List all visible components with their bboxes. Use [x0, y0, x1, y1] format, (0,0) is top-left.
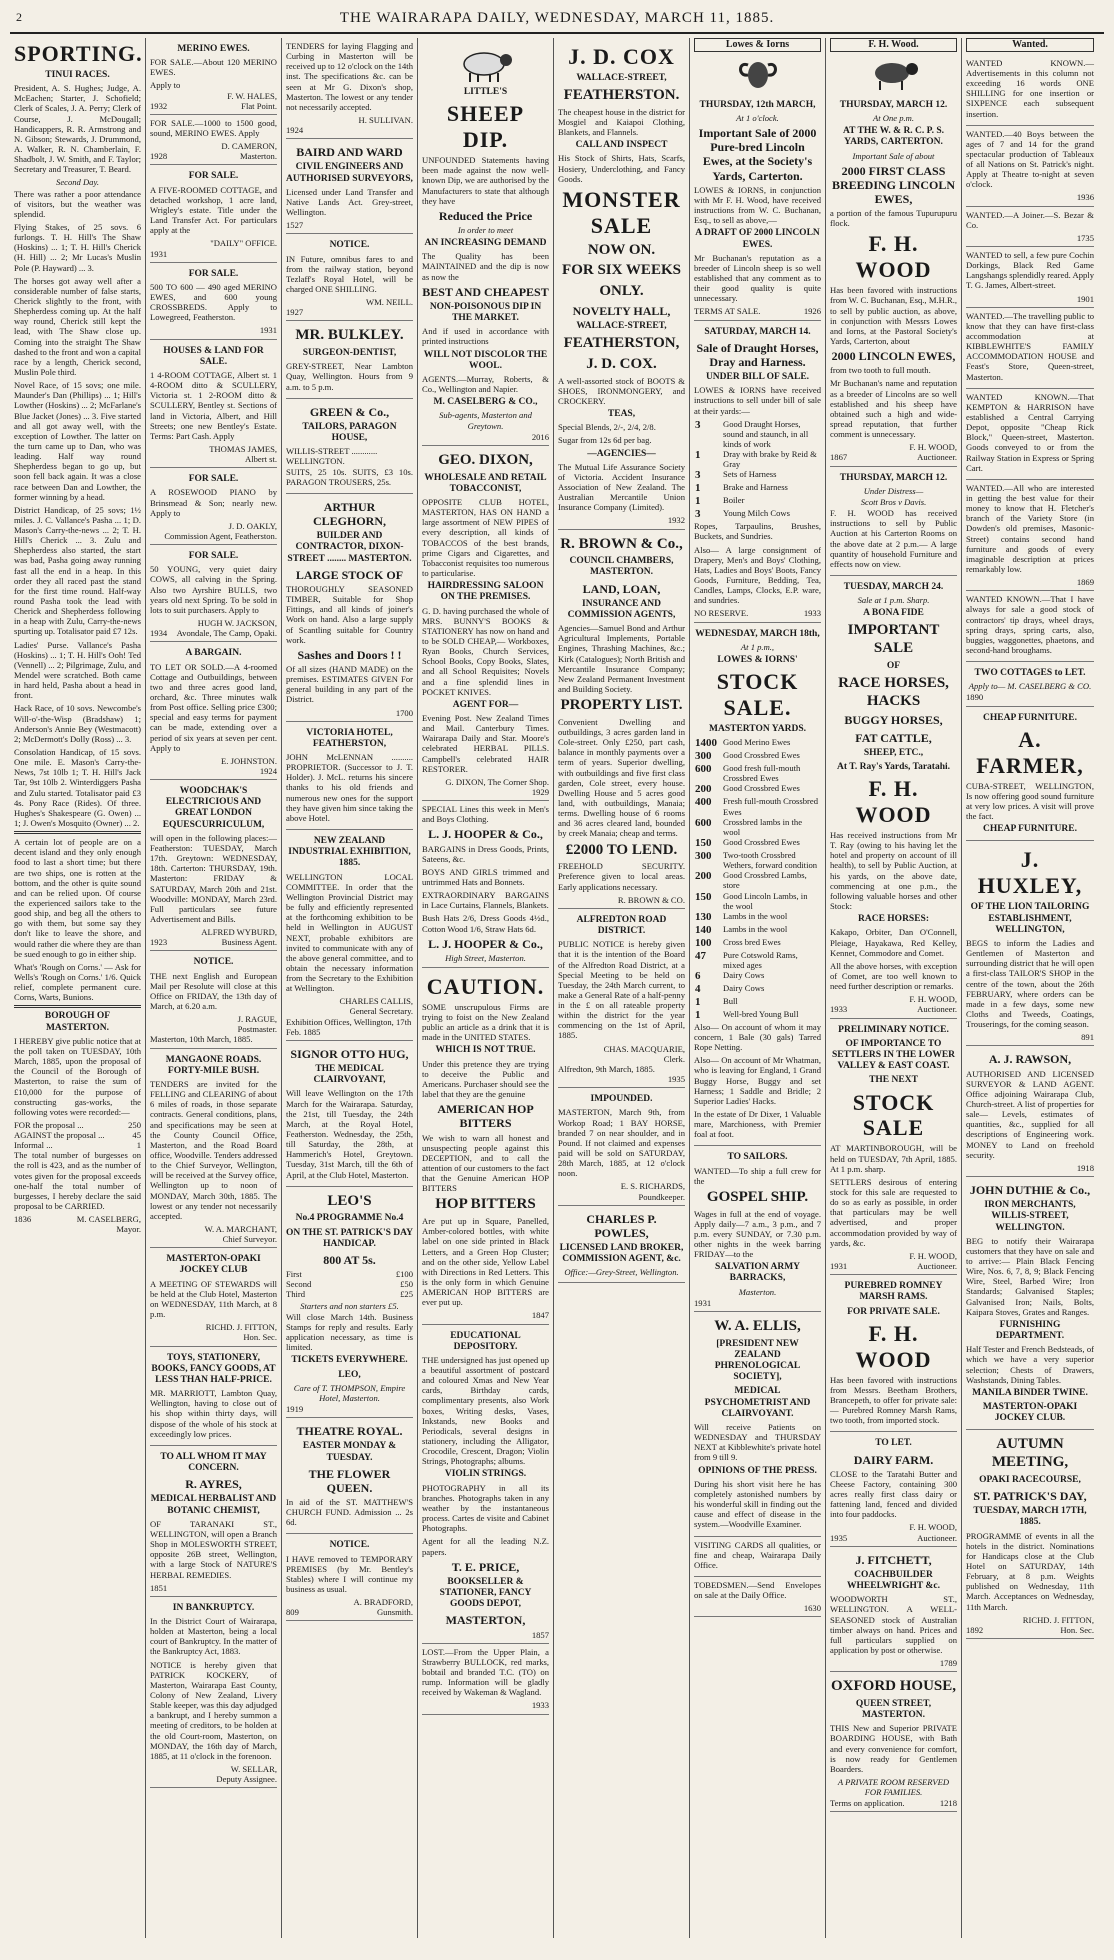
ad-green-tailors: GREEN & Co., TAILORS, PARAGON HOUSE, WILLIS-STREET ............ WELLINGTON. SUITS, 25 10s. SUITS, £3 10s. PARAGON TROUSERS, 25s. [286, 399, 413, 494]
ad-educational-depository: EDUCATIONAL DEPOSITORY. THE undersigned has just opened up a beautiful assortment of postcard and coloured Xmas and New Year cards, Birthday cards, complimentary presents, also Work boxes, Writing desks, Vases, Inkstands, new Books and Periodicals, several designs in stationery, including the Alligator, Crocodile, Crescent, Dragon; Violin Strings, Photographs; albums. VIOLIN STRINGS. PHOTOGRAPHY in all its branches. Photographs taken in any weather by the instantaneous process. Cartes de visite and Cabinet Photographs. Agent for all the leading N.Z. papers. T. E. PRICE, BOOKSELLER & STATIONER, FANCY GOODS DEPOT, MASTERTON, 1857 [422, 1325, 549, 1644]
sale-lot-row [694, 970, 821, 983]
ad-victoria-hotel: VICTORIA HOTEL, FEATHERSTON, JOHN McLENNAN .......... PROPRIETOR. (Successor to J. T. Holder). J. McL. returns his sincere thanks to his old friends and numerous new ones for the support they have given him since taking the above Hotel. [286, 722, 413, 830]
column-7 [826, 38, 962, 1938]
lot-count: 100 [695, 936, 712, 949]
ad-wanted: WANTED to sell, a few pure Cochin Dorkings, Black Red Game Langshangs splendidly reared. Apply T. G. James, Albert-street. 1901 [966, 247, 1094, 308]
lot-count: 600 [695, 816, 712, 829]
race-paragraph: Novel Race, of 15 sovs; one mile. Maunder's Dan (Phillips) ... 1; Hill's Lowther (Hoskins) ... 2; McFarlane's Blue Jacket (Jones) ... 3. Five started and all got away well, with the exception of Lowther. The latter on the turn came up to Dan, who was leading. Half way round Shepherdess began to go up, but soon fell back again. It was a close race between Dan and Lowther, the former winning by a head. [14, 380, 141, 502]
ad-otto-hug: SIGNOR OTTO HUG, THE MEDICAL CLAIRVOYANT, Will leave Wellington on the 17th March for the Wairarapa. Saturday, the 21st, till Tuesday, the 24th March, at the Royal Hotel, Featherston. Wednesday, the 25th, till Saturday, the 28th, at Hammerich's Hotel, Greytown. Tuesday, 31st March, till the 6th of April, at the Club Hotel, Masterton. [286, 1041, 413, 1187]
lot-count: 150 [695, 890, 712, 903]
ad-merino-ewes: MERINO EWES. FOR SALE.—About 120 MERINO EWES. Apply to F. W. HALES, 1932 Flat Point. [150, 38, 277, 115]
column-1 [10, 38, 146, 1938]
lot-description: Lambs in the wool [723, 923, 788, 934]
lot-description: Sets of Harness [723, 469, 777, 480]
masthead-title: THE WAIRARAPA DAILY, WEDNESDAY, MARCH 11, 1885. [339, 10, 775, 26]
masthead [10, 8, 1104, 34]
race-paragraph: District Handicap, of 25 sovs; 1½ miles. J. C. Vallance's Pasha ... 1; D. Mason's Carry-the-news ... 2; T. H. Hill's Cherick ... 3. Zulu and Shepherdess also started, the start was bad, Pasha going away running fast all the end in a heap. In this order they all raced past the stand for the first time round. Half-way round Pasha took the lead with Cherick and Shepherdess following in a heap with Zulu, Carry-the-news spurting up. Totalisator paid £7 12s. [14, 504, 141, 637]
lot-count: 200 [695, 870, 712, 883]
sale-lot-row [694, 817, 821, 837]
lot-description: Good Crossbred Ewes [723, 783, 800, 794]
ad-cottage-for-sale: FOR SALE. A FIVE-ROOMED COTTAGE, and detached workshop, 1 acre land, Wrigley's estate. Title under the Land Transfer Act. For particulars apply at the "DAILY" OFFICE. 1931 [150, 165, 277, 262]
lot-count: 130 [695, 910, 712, 923]
sale-lot-row [694, 419, 821, 449]
lot-count: 600 [695, 763, 712, 776]
fh-wood-banner: F. H. Wood. [830, 38, 957, 52]
ad-omnibus-notice: NOTICE. IN Future, omnibus fares to and from the railway station, beyond Tezlaff's Royal Hotel, will be charged ONE SHILLING. WM. NEILL. 1927 [286, 234, 413, 321]
lot-description: Good Crossbred Ewes [723, 836, 800, 847]
lot-description: Boiler [723, 495, 745, 506]
race-officials: President, A. S. Hughes; Judge, A. McEachen; Starter, J. Schofield; Clerk of Scales, J. A. Perry; Clerk of Course, J. McDougall; Handicappers, R. R. Armstrong and N. Gibson; Stewards, J. Drummond, A. Walker, R. N. Chamberlain, F. Shadbolt, J. W. Smith, and F. Taylor; Secretary and Treasurer, T. Beard. [14, 83, 141, 175]
ad-autumn-meeting: AUTUMN MEETING, OPAKI RACECOURSE, ST. PATRICK'S DAY, TUESDAY, MARCH 17TH, 1885. PROGRAMME of events in all the hotels in the district. Nominations for Handicaps close at the Club Hotel on SATURDAY, 14th February, at 8 p.m. Weights published on Wednesday, 11th March. Acceptances on Wednesday, 11th March. RICHD. J. FITTON, 1892 Hon. Sec. [966, 1430, 1094, 1639]
ram-head-icon [736, 55, 780, 91]
ad-mangaone-roads: MANGAONE ROADS. FORTY-MILE BUSH. TENDERS are invited for the FELLING and CLEARING of about 6 miles of roads, in those separate contracts. General conditions, plans, and specifications may be seen at the County Council Office, Masterton, and the Road Board office, Woodville. Tenders addressed to the Chief Surveyor, Wellington, will be received at the Survey office, Wellington up to noon of MONDAY, March 30th, 1885. The lowest or any tender not necessarily accepted. W. A. MARCHANT, Chief Surveyor. [150, 1049, 277, 1249]
lot-count: 3 [695, 418, 701, 431]
race-paragraph: Hack Race, of 10 sovs. Newcombe's Will-o'-the-Wisp (Bradshaw) 1; Anderson's Annie Bey (Westmacott) 2; McDermott's Dolly (Ross) ... 3. [14, 703, 141, 744]
race-paragraph: The horses got away well after a considerable number of false starts, Cherick slightly to the front, with Shepherdess coming up. At the half way round, Cherick still kept the lead, with The Shaw close up. Coming into the straight The Shaw dashed to the front and won a capital race by a length, Cherick second, Muslin Pole third. [14, 275, 141, 377]
lot-count: 1 [695, 495, 701, 508]
borough-notice-end: The total number of burgesses on the roll is 423, and as the number of votes given for the proposal exceeds one-half the total number of burgesses, I hereby declare the said proposal to be CARRIED. [14, 1150, 141, 1212]
ad-toys-stationery: TOYS, STATIONERY, BOOKS, FANCY GOODS, AT LESS THAN HALF-PRICE. MR. MARRIOTT, Lambton Quay, Wellington, having to close out of his shop within thirty days, will dispose of the whole of his stock at exceedingly low prices. [150, 1347, 277, 1446]
sale-lot-row [694, 996, 821, 1009]
ad-leos-programme: LEO'S No.4 PROGRAMME No.4 ON THE ST. PATRICK'S DAY HANDICAP. 800 AT 5s. First £100 Second £50 Third £25 Starters and non starters £5. Will close March 14th. Business Stamps for reply and results. Early application necessary, as time is limited. TICKETS EVERYWHERE. LEO, Care of T. THOMPSON, Empire Hotel, Masterton. 1919 [286, 1187, 413, 1418]
sheep-icon [454, 44, 518, 84]
race-paragraph: Consolation Handicap, of 15 sovs. One mile. E. Mason's Carry-the-News, 7st 10lb 1; T. H. Hill's Jack Tar, 9st 10lb 2. Winterdiggers Pasha and Zulu started. Totalisator paid £3 4s. Pony Race (Rides). Of three. Hughes's Shakespeare (G. Owen) ... 1; J. Owen's Mosquito (Owner) ... 2. [14, 747, 141, 828]
borough-notice-heading: BOROUGH OF MASTERTON. [44, 1011, 111, 1033]
lot-count: 400 [695, 796, 712, 809]
vote-row: FOR the proposal ... 250 [14, 1119, 141, 1130]
ad-bulkley-dentist: MR. BULKLEY. SURGEON-DENTIST, GREY-STREET, Near Lambton Quay, Wellington. Hours from 9 a.m. to 5 p.m. [286, 321, 413, 398]
sale-lot-row [694, 495, 821, 508]
lot-count: 300 [695, 750, 712, 763]
sale-lot-row [694, 750, 821, 763]
vote-row: Informal ... 1 [14, 1140, 141, 1151]
stock-sale-table [694, 737, 821, 1022]
column-3 [282, 38, 418, 1938]
ad-wanted: WANTED KNOWN.—That I have always for sale a good stock of contractors' tip drays, wheel drays, spring drays, spring carts, also, buggies, waggonettes, phaetons, and second-hand broughams. [966, 591, 1094, 662]
ad-rawson-surveyor: A. J. RAWSON, AUTHORISED AND LICENSED SURVEYOR & LAND AGENT. Office adjoining Wairarapa Club, Church-street. A list of properties for sale— Levels, estimates of quantities, &c., supplied for all descriptions of Engineering work. MONEY to Land on freehold security. 1918 [966, 1046, 1094, 1177]
horse-sale-table [694, 419, 821, 522]
sale-lot-row [694, 924, 821, 937]
prize-row: Second £50 [286, 1279, 413, 1290]
lot-description: Dray with brake by Reid & Gray [723, 449, 817, 470]
ad-bargain: A BARGAIN. TO LET OR SOLD.—A 4-roomed Cottage and Outbuildings, between two and three acres good land, orchard, &c. Three minutes walk from Post office. Selling price £300; special and easy terms for payment can be made, extending over a period of six years at seven per cent. Apply to E. JOHNSTON. 1924 [150, 642, 277, 780]
ad-wood-distress-sale: THURSDAY, MARCH 12. Under Distress— Scott Bros v Davis. F. H. WOOD has received instructions to sell by Public Auction at his Carterton Rooms on the above date at 2 p.m.— A large quantity of household Furniture and effects now on view. [830, 467, 957, 576]
ad-lost-bullock: LOST.—From the Upper Plain, a Strawberry BULLOCK, red marks, bobtail and branded T.C. (TO) on rump. Information will be gladly received by Wakeman & Wagland. 1933 [422, 1644, 549, 1715]
ad-fitchett: J. FITCHETT, COACHBUILDER WHEELWRIGHT &c. WOODWORTH ST., WELLINGTON. A WELL-SEASONED stock of Australian timber always on hand. Prices and full particulars supplied on application by post or otherwise. 1789 [830, 1547, 957, 1673]
lot-count: 4 [695, 982, 701, 995]
sale-lot-row [694, 891, 821, 911]
ad-bankruptcy: IN BANKRUPTCY. In the District Court of Wairarapa, holden at Masterton, being a local court of Bankruptcy. In the matter of the Bankruptcy Act, 1883. NOTICE is hereby given that PATRICK KOCKERY, of Masterton, Wairarapa East County, Colony of New Zealand, Livery Stable keeper, was this day adjudged a bankrupt, and I hereby summon a meeting of creditors, to be holden at the old Court-room, Masterton, on MONDAY, the 16th day of March, 1885, at 11 o'clock in the forenoon. W. SELLAR, Deputy Assignee. [150, 1597, 277, 1788]
lot-description: Pure Cotswold Rams, mixed ages [723, 949, 798, 970]
ad-dairy-cows: FOR SALE. 50 YOUNG, very quiet dairy COWS, all calving in the Spring. Also two Ayrshire BULLS, two years old next Spring. To be sold in lots to suit purchasers. Apply to HUGH W. JACKSON, 1934 Avondale, The Camp, Opaki. [150, 545, 277, 642]
ad-race-horses-sale: TUESDAY, MARCH 24. Sale at 1 p.m. Sharp. A BONA FIDE IMPORTANT SALE OF RACE HORSES, HACKS BUGGY HORSES, FAT CATTLE, SHEEP, ETC., At T. Ray's Yards, Taratahi. F. H. WOOD Has received instructions from Mr T. Ray (owing to his having let the hotel and property on account of ill health), to sell by Public Auction, at his yards, on the above date, commencing at one p.m., the following valuable horses and other Stock: RACE HORSES: Kakapo, Orbiter, Dan O'Connell, Pleiage, Hayakawa, Red Kelley, Kennet, Commodore and Comet. All the above horses, with exception of Comet, are too well known to need further description or remarks. F. H. WOOD, 1933 Auctioneer. [830, 576, 957, 1019]
ad-wanted: WANTED KNOWN.—Advertisements in this column not exceeding 16 words ONE SHILLING for one insertion or SIXPENCE each subsequent insertion. [966, 55, 1094, 126]
ad-merino-ewes-2: FOR SALE.—1000 to 1500 good, sound, MERINO EWES. Apply D. CAMERON, 1928 Masterton. [150, 115, 277, 166]
lot-description: Good Lincoln Lambs, in the wool [723, 890, 808, 911]
ad-huxley-tailor: J. HUXLEY, OF THE LION TAILORING ESTABLISHMENT, WELLINGTON, BEGS to inform the Ladies and Gentlemen of Masterton and surrounding district that he will open a first-class TAILOR'S SHOP in the centre of the town, about the 26th FEBRUARY, where orders can be made in a few days, some new Cloths and Tweeds, Coatings, Trouserings, for the coming season. 891 [966, 841, 1094, 1046]
ad-martinborough-stock-sale: PRELIMINARY NOTICE. OF IMPORTANCE TO SETTLERS IN THE LOWER VALLEY & EAST COAST. THE NEXT STOCK SALE AT MARTINBOROUGH, will be held on TUESDAY, 7th April, 1885. At 1 p.m. sharp. SETTLERS desirous of entering stock for this sale are requested to do so as early as possible, in order that particulars may be well advertised, and proper accommodation provided by way of yards, &c. F. H. WOOD, 1931 Auctioneer. [830, 1019, 957, 1276]
lot-description: Well-bred Young Bull [723, 1008, 799, 1019]
tinui-races-heading: TINUI RACES. [45, 69, 110, 80]
sale-lot-row [694, 783, 821, 796]
lot-description: Good Merino Ewes [723, 737, 791, 748]
ad-jockey-club-stewards: MASTERTON-OPAKI JOCKEY CLUB A MEETING OF STEWARDS will be held at the Club Hotel, Masterton on WEDNESDAY, 11th March, at 8 p.m. RICHD. J. FITTON, Hon. Sec. [150, 1248, 277, 1346]
columns [10, 38, 1104, 1938]
ad-littles-sheep-dip: LITTLE'S SHEEP DIP. UNFOUNDED Statements having been made against the now well-known Dip, we are authorised by the Manufacturers to state that although they have Reduced the Price In order to meet AN INCREASING DEMAND The Quality has been MAINTAINED and the dip is now as now the BEST AND CHEAPEST NON-POISONOUS DIP IN THE MARKET. And if used in accordance with printed instructions WILL NOT DISCOLOR THE WOOL. AGENTS.—Murray, Roberts, & Co., Wellington and Napier. M. CASELBERG & CO., Sub-agents, Masterton and Greytown. 2016 [422, 38, 549, 446]
ad-wa-ellis: W. A. ELLIS, [PRESIDENT NEW ZEALAND PHRENOLOGICAL SOCIETY], MEDICAL PSYCHOMETRIST AND CLAIRVOYANT. Will receive Patients on WEDNESDAY and THURSDAY NEXT at Kibblewhite's private hotel from 9 till 9. OPINIONS OF THE PRESS. During his short visit here he has completely astonished numbers by his wonderful skill in finding out the cause and effect of disease in the system.—Woodville Examiner. [694, 1312, 821, 1537]
second-day-heading: Second Day. [56, 177, 99, 188]
race-paragraph: Ladies' Purse. Vallance's Pasha (Hoskins) ... 1; T. H. Hill's Ooh! Ted (Vennell) ... 2; Pilgrimage, Zulu, and Mendel were scratched. Both came in hard held, Pasha about a head in front. [14, 639, 141, 701]
ad-cottages-to-let: TWO COTTAGES to LET. Apply to— M. CASELBERG & CO. 1890 [966, 662, 1094, 706]
lot-description: Lambs in the wool [723, 910, 788, 921]
ad-houses-land: HOUSES & LAND FOR SALE. 1 4-ROOM COTTAGE, Albert st. 1 4-ROOM ditto & SCULLERY, Victoria st. 1 2-ROOM ditto & SCULLERY, Bentley st. Sections of land in Victoria, Albert, and Hill Streets; one new Bentley's Estate. Terms: Part Cash. Apply THOMAS JAMES, Albert st. [150, 340, 277, 469]
ad-john-duthie: JOHN DUTHIE & Co., IRON MERCHANTS, WILLIS-STREET, WELLINGTON. BEG to notify their Wairarapa customers that they have on sale and to arrive:— Plain Black Fencing Wire, Nos. 6, 7, 8, 9; Black Fencing Wire, Steel, Barbed Wire; Iron Standards; Galvanised Staples; Galvanised Iron; Nails, Bolts, Kaipara Stoves, Grates and Ranges. FURNISHING DEPARTMENT. Half Tester and French Bedsteads, of which we have a very superior selection; Chests of Drawers, Washstands, Dining Tables. MANILA BINDER TWINE. MASTERTON-OPAKI JOCKEY CLUB. [966, 1177, 1094, 1430]
borough-notice-text: I HEREBY give public notice that at the poll taken on TUESDAY, 10th March, 1885, upon the proposal of the Council of the Borough of Masterton, to raise the sum of £10,000 for the purpose of constructing gas-works, the following votes were recorded:— [14, 1035, 141, 1117]
lot-count: 6 [695, 969, 701, 982]
lot-description: Good fresh full-mouth Crossbred Ewes [723, 763, 801, 784]
lot-count: 3 [695, 508, 701, 521]
ad-wanted: WANTED.—A Joiner.—S. Bezar & Co. 1735 [966, 207, 1094, 247]
parable-paragraph: A certain lot of people are on a decent island and they only enough food to last a short time; but there are two ships, one is rotten at the bottom, and the other is quite sound and can be relied upon. Of course the experienced sailors take to the good ship, and beg all the others to go with them, but some say they don't like to leave the shore, and would rather die where they are than be sued enough to go in either ship. [14, 837, 141, 959]
sale-lot-row [694, 796, 821, 816]
lot-count: 140 [695, 923, 712, 936]
sale-lot-row [694, 737, 821, 750]
ad-wanted: WANTED KNOWN.—That KEMPTON & HARRISON have established a Central Carrying Depot, opposite "Cheap Rick Block," Queen-street, Masterton. Goods conveyed to or from the Railway Station in Express or Spring Cart. [966, 389, 1094, 480]
newspaper-page [10, 8, 1104, 1944]
ad-caution-hop-bitters: CAUTION. SOME unscrupulous Firms are trying to foist on the New Zealand public an article as a drink that it is made in the UNITED STATES. WHICH IS NOT TRUE. Under this pretence they are trying to deceive the Public and Americans. Purchaser should see the label that they are the genuine AMERICAN HOP BITTERS We wish to warn all honest and unsuspecting people against this DECEPTION, and to call the attention of our customers to the fact that the Genuine American HOP BITTERS HOP BITTERS Are put up in Square, Panelled, Amber-colored bottles, with white label on one side printed in Black Letters, and a Green Hop Cluster; and on the other side, Yellow Label with Directions in Red Letters. This is the only form in which Genuine AMERICAN HOP BITTERS are ever put up. 1847 [422, 968, 549, 1325]
ad-baird-ward: BAIRD AND WARD CIVIL ENGINEERS AND AUTHORISED SURVEYORS, Licensed under Land Transfer and Native Lands Act. Grey-street, Wellington. 1527 [286, 139, 413, 234]
column-8 [962, 38, 1098, 1938]
ad-dairy-farm: TO LET. DAIRY FARM. CLOSE to the Taratahi Butter and Cheese Factory, containing 300 acres really first class dairy or fattening land, fenced and divided into four paddocks. F. H. WOOD, 1935 Auctioneer. [830, 1432, 957, 1546]
sale-lot-row [694, 449, 821, 469]
ad-farmer-furniture: CHEAP FURNITURE. A. FARMER, CUBA-STREET, WELLINGTON, Is now offering good sound furniture at very low prices. A visit will prove the fact. CHEAP FURNITURE. [966, 707, 1094, 842]
lot-description: Good Draught Horses, sound and staunch, in all kinds of work [723, 418, 809, 449]
sale-lot-row [694, 482, 821, 495]
sale-lot-row [694, 983, 821, 996]
lot-description: Young Milch Cows [723, 508, 790, 519]
ad-r-brown: R. BROWN & Co., COUNCIL CHAMBERS, MASTERTON. LAND, LOAN, INSURANCE AND COMMISSION AGENTS, Agencies—Samuel Bond and Arthur Agricultural Implements, Portable Engines, Thrashing Machines, &c.; Kirk (Catalogues); North British and Mercantile Insurance Company; New Zealand Permanent Investment and Building Society. PROPERTY LIST. Convenient Dwelling and outbuildings, 3 acres garden land in Cole-street. Only £250, part cash, balance in monthly payments over a term of years. Superior dwelling, with outbuildings and five first class garden, Cole street, every house. Dwelling House and 5 acres good land, with outbuildings, Manaia; terms. Dwelling house of 6 rooms and 36 acres cleared land, bounded by creek Manaia; cheap and terms. £2000 TO LEND. FREEHOLD SECURITY. Preference given to local areas. Early applications necessary. R. BROWN & CO. [558, 530, 685, 909]
lot-count: 1 [695, 1008, 701, 1021]
ad-hooper: SPECIAL Lines this week in Men's and Boys Clothing. L. J. HOOPER & Co., BARGAINS in Dress Goods, Prints, Sateens, &c. BOYS AND GIRLS trimmed and untrimmed Hats and Bonnets. EXTRAORDINARY BARGAINS in Lace Curtains, Flannels, Blankets. Bush Hats 2/6, Dress Goods 4½d., Cotton Wood 1/6, Straw Hats 6d. L. J. HOOPER & Co., High Street, Masterton. [422, 801, 549, 968]
ad-geo-dixon: GEO. DIXON, WHOLESALE AND RETAIL TOBACCONIST, OPPOSITE CLUB HOTEL, MASTERTON, HAS ON HAND a large assortment of NEW PIPES of every description, all kinds of TOBACCOS of the best brands, prime Cigars and Cigarettes, and Tobacconist requisites too numerous to particularise. HAIRDRESSING SALOON ON THE PREMISES. G. D. having purchased the whole of MRS. BUNNY'S BOOKS & STATIONERY has now on hand and to be SOLD CHEAP,— Workboxes, Ryan Books, Church Services, School Books, Copy Books, Slates, and all School Requisites; Novels and a fine splendid lines in POCKET KNIVES. AGENT FOR— Evening Post. New Zealand Times and Mail. Canterbury Times. Wairarapa Daily and Star. Moore's celebrated HERBAL PILLS. Campbell's celebrated HAIR RESTORER. G. DIXON, The Corner Shop. 1929 [422, 446, 549, 801]
lot-description: Two-tooth Crossbred Wethers, forward condition [723, 849, 818, 871]
ad-oxford-house: OXFORD HOUSE, QUEEN STREET, MASTERTON. THIS New and Superior PRIVATE BOARDING HOUSE, with Bath and every convenience for comfort, is now ready for Gentlemen Boarders. A PRIVATE ROOM RESERVED FOR FAMILIES. Terms on application. 1218 [830, 1672, 957, 1812]
sale-lot-row [694, 508, 821, 521]
lot-count: 47 [695, 949, 706, 962]
ad-envelopes: TOBEDSMEN.—Send Envelopes on sale at the Daily Office. 1630 [694, 1577, 821, 1617]
prize-row: First £100 [286, 1269, 413, 1280]
lot-description: Bull [723, 995, 738, 1006]
sale-lot-row [694, 1009, 821, 1022]
divider [14, 831, 141, 834]
lot-description: Dairy Cows [723, 969, 765, 980]
ad-cleghorn-builder: ARTHUR CLEGHORN, BUILDER AND CONTRACTOR, DIXON-STREET ........ MASTERTON. LARGE STOCK OF THOROUGHLY SEASONED TIMBER, Suitable for Shop Fittings, and all kinds of joiner's Work on hand. Also a large supply of Scantling suitable for Country work. Sashes and Doors ! ! Of all sizes (HAND MADE) on the premises. ESTIMATES GIVEN For general building in any part of the District. 1700 [286, 494, 413, 722]
lot-description: Dairy Cows [723, 982, 765, 993]
ad-powles: CHARLES P. POWLES, LICENSED LAND BROKER, COMMISSION AGENT, &c. Office:—Grey-Street, Wellington. [558, 1206, 685, 1283]
sporting-heading: SPORTING. [14, 41, 143, 66]
ad-wanted: WANTED.—40 Boys between the ages of 7 and 14 for the grand spectacular production of Tableaux of all Nations on St. Patrick's night. Apply at Theatre to-night at seven o'clock. 1936 [966, 126, 1094, 207]
ad-wood-lincoln-ewes: THURSDAY, MARCH 12. At One p.m. AT THE W. & R. C. P. S. YARDS, CARTERTON. Important Sale of about 2000 FIRST CLASS BREEDING LINCOLN EWES, a portion of the famous Tupurupuru flock. F. H. WOOD Has been favored with instructions from W. C. Buchanan, Esq., M.H.R., to sell by public auction, as above, in conjunction with Messrs Lowes and Iorns, at the Pastoral Society's Yards, Carterton, about 2000 LINCOLN EWES, from two tooth to full mouth. Mr Buchanan's name and reputation as a breeder of Lincolns are so well established and his sheep have obtained such a high and wide-spread reputation, that further comment is unnecessary. F. H. WOOD, 1867 Auctioneer. [830, 94, 957, 467]
vote-row: AGAINST the proposal ... 45 [14, 1130, 141, 1141]
lot-description: Good Crossbred Lambs, store [723, 870, 807, 891]
race-paragraph: There was rather a poor attendance of visitors, but the weather was splendid. [14, 188, 141, 219]
lot-description: Cross bred Ewes [723, 936, 781, 947]
lot-count: 1 [695, 995, 701, 1008]
lot-description: Fresh full-mouth Crossbred Ewes [723, 796, 819, 817]
ad-ewes-for-sale: FOR SALE. 500 TO 600 — 490 aged MERINO EWES, and 600 young CROSSBREDS. Apply to Lowegreed, Featherston. 1931 [150, 263, 277, 340]
lot-count: 1 [695, 449, 701, 462]
column-2 [146, 38, 282, 1938]
signer-role: Mayor. [116, 1224, 141, 1235]
sale-lot-row [694, 850, 821, 870]
ad-draught-horses-sale: SATURDAY, MARCH 14. Sale of Draught Horses, Dray and Harness. UNDER BILL OF SALE. LOWES & IORNS have received instructions to sell under bill of sale at their yards:— 3 Good Draught Horses, sound and staunch, in all kinds of work 1 Dray with brake by Reid & Gray 3 Sets of Harness 1 Brake and Harness 1 Boiler 3 Young Milch Cows Ropes, Tarpaulins, Brushes, Buckets, and Sundries. Also— A large consignment of Drapery, Men's and Boys' Clothing, Hats, Ladies and Boys' Boots, Fancy Goods, Furniture, Bedding, Tea, Candles, Lamps, Clocks, E.P. ware, and sundries. NO RESERVE. 1933 [694, 321, 821, 623]
ad-tenders-flagging: TENDERS for laying Flagging and Curbing in Masterton will be received up to 12 o'clock on the 14th inst. The specifications &c. can be seen at Mr G. Dixon's shop, Masterton. The lowest or any tender not necessarily accepted. H. SULLIVAN. 1924 [286, 38, 413, 139]
ad-wanted: WANTED.—All who are interested in getting the best value for their money to know that H. Fletcher's branch of the Variety Store (in Dowden's old premises, Masonic-Street) contains second hand furniture and goods of every imaginable description at prices remarkably low. 1869 [966, 480, 1094, 591]
ad-lincoln-ewes-sale: THURSDAY, 12th MARCH, At 1 o'clock. Important Sale of 2000 Pure-bred Lincoln Ewes, at the Society's Yards, Carterton. LOWES & IORNS, in conjunction with Mr F. H. Wood, have received instructions from W. C. Buchanan, Esq., to sell as above,— A DRAFT OF 2000 LINCOLN EWES. Mr Buchanan's reputation as a breeder of Lincoln sheep is so well established that any comment as to their good quality is quite unnecessary. TERMS AT SALE. 1926 [694, 94, 821, 321]
lot-count: 200 [695, 783, 712, 796]
sale-lot-row [694, 911, 821, 924]
column-4 [418, 38, 554, 1938]
sale-lot-row [694, 950, 821, 970]
ad-alfredton-road: ALFREDTON ROAD DISTRICT. PUBLIC NOTICE is hereby given that it is the intention of the Board of the Alfredton Road District, at a Special Meeting to be held on Tuesday, the 24th March current, to make a General Rate of a half-penny in the £ on all rateable property within the district for the year commencing on the 1st of April, 1885. CHAS. MACQUARIE, Clerk. Alfredton, 9th March, 1885. 1935 [558, 909, 685, 1088]
page-number: 2 [16, 10, 23, 24]
lot-description: Brake and Harness [723, 482, 788, 493]
lot-count: 1 [695, 482, 701, 495]
ad-nz-exhibition: NEW ZEALAND INDUSTRIAL EXHIBITION, 1885. WELLINGTON LOCAL COMMITTEE. In order that the Wellington Provincial District may be fully and efficiently represented at the forthcoming exhibition to be held in Wellington in AUGUST NEXT, probable exhibitors are invited to communicate with any of the above general committee, and to obtain the necessary information from the Secretary to the Exhibition at Wellington. CHARLES CALLIS, General Secretary. Exhibition Offices, Wellington, 17th Feb. 1885 [286, 830, 413, 1041]
ad-ayres-herbalist: TO ALL WHOM IT MAY CONCERN. R. AYRES, MEDICAL HERBALIST AND BOTANIC CHEMIST, OF TARANAKI ST., WELLINGTON, will open a Branch Shop in MOLESWORTH STREET, opposite 26B street, Wellington, with a large Stock of NATURE'S HERBAL REMEDIES. 1851 [150, 1446, 277, 1597]
lot-count: 3 [695, 469, 701, 482]
signature-row: 1836 M. CASELBERG, [14, 1214, 141, 1225]
sale-lot-row [694, 870, 821, 890]
lot-count: 1400 [695, 737, 717, 750]
ad-wanted: WANTED.—The travelling public to know that they can have first-class accommodation at KIBBLEWHITE'S FAMILY ACCOMMODATION HOUSE and Feast's Store, Queen-street, Masterton. [966, 308, 1094, 389]
ad-gospel-ship: TO SAILORS. WANTED—To ship a full crew for the GOSPEL SHIP. Wages in full at the end of voyage. Apply daily—7 a.m., 3 p.m., and 7 p.m. every SUNDAY, or 7.30 p.m. other nights in the week barring FRIDAY—to the SALVATION ARMY BARRACKS, Masterton. 1931 [694, 1146, 821, 1312]
column-5 [554, 38, 690, 1938]
wanted-banner: Wanted. [966, 38, 1094, 52]
prize-row: Third £25 [286, 1289, 413, 1300]
column-6 [690, 38, 826, 1938]
sale-lot-row [694, 763, 821, 783]
sale-lot-row [694, 937, 821, 950]
sale-lot-row [694, 469, 821, 482]
ad-impounded: IMPOUNDED. MASTERTON, March 9th, from Workop Road; 1 BAY HORSE, branded 7 on near shoulder, and in Pound. If not claimed and expenses paid will be sold on SATURDAY, 28th March, 1885, at 12 o'clock noon. E. S. RICHARDS, Poundkeeper. [558, 1088, 685, 1205]
ram-icon [866, 55, 922, 91]
lowes-iorns-banner: Lowes & Iorns [694, 38, 821, 52]
lot-description: Crossbred lambs in the wool [723, 816, 803, 837]
race-paragraph: Flying Stakes, of 25 sovs. 6 furlongs. T. H. Hill's The Shaw (Hoskins) ... 1; T. H. Hill's Cherick (H. Hill) ... 2; Mr Lucas's Muslin Pole (P. Hayward) ... 3. [14, 221, 141, 273]
ad-visiting-cards: VISITING CARDS all qualities, or fine and cheap, Wairarapa Daily Office. [694, 1537, 821, 1577]
ad-mail-notice: NOTICE. THE next English and European Mail per Resolute will close at this Office on FRIDAY, the 13th day of March, at 6.20 a.m. J. RAGUE, Postmaster. Masterton, 10th March, 1885. [150, 951, 277, 1048]
corns-ad: What's 'Rough on Corns.' — Ask for Wells's 'Rough on Corns.' 1/6. Quick relief, complete permanent cure. Corns, Warts, Bunions. [14, 961, 141, 1003]
ad-stock-sale: WEDNESDAY, MARCH 18th, At 1 p.m., LOWES & IORNS' STOCK SALE. MASTERTON YARDS. 1400 Good Merino Ewes 300 Good Crossbred Ewes 600 Good fresh full-mouth Crossbred Ewes 200 Good Crossbred Ewes 400 Fresh full-mouth Crossbred Ewes 600 Crossbred lambs in the wool 150 Good Crossbred Ewes 300 Two-tooth Crossbred Wethers, forward condition 200 Good Crossbred Lambs, store 150 Good Lincoln Lambs, in the wool 130 Lambs in the wool 140 Lambs in the wool 100 Cross bred Ewes 47 Pure Cotswold Rams, mixed ages 6 Dairy Cows 4 Dairy Cows 1 Bull 1 Well-bred Young Bull Also— On account of whom it may concern, 1 Bale (30 gals) Tarred Rope Netting. Also— On account of Mr Whatman, who is leaving for England, 1 Grand Buggy Horse, Buggy and set Harness; 1 Saddle and Bridle; 2 Superior Ladies' Hacks. In the estate of Dr Dixer, 1 Valuable mare, Marchioness, with Premier foal at foot. [694, 623, 821, 1147]
divider [14, 1005, 141, 1008]
lot-count: 300 [695, 849, 712, 862]
ad-jd-cox: J. D. COX WALLACE-STREET, FEATHERSTON. The cheapest house in the district for Mosgiel and Kaiapoi Clothing, Blankets, and Flannels. CALL AND INSPECT His Stock of Shirts, Hats, Scarfs, Hosiery, Underclothing, and Fancy Goods. MONSTER SALE NOW ON. FOR SIX WEEKS ONLY. NOVELTY HALL, WALLACE-STREET, FEATHERSTON, J. D. COX. A well-assorted stock of BOOTS & SHOES, IRONMONGERY, and CROCKERY. TEAS, Special Blends, 2/-, 2/4, 2/8. Sugar from 12s 6d per bag. —AGENCIES— The Mutual Life Assurance Society of Victoria. Accident Insurance Association of New Zealand. The Australian Mercantile Union Insurance Company (Limited). 1932 [558, 38, 685, 530]
ad-theatre-royal: THEATRE ROYAL. EASTER MONDAY & TUESDAY. THE FLOWER QUEEN. In aid of the ST. MATTHEW'S CHURCH FUND. Admission ... 2s 6d. [286, 1418, 413, 1534]
ad-romney-rams: PUREBRED ROMNEY MARSH RAMS. FOR PRIVATE SALE. F. H. WOOD Has been favored with instructions from Messrs. Beetham Brothers, Brancepeth, to offer for private sale:— Purebred Romney Marsh Rams, two tooth, from imported stock. [830, 1275, 957, 1432]
ad-piano: FOR SALE. A ROSEWOOD PIANO by Brinsmead & Son; nearly new. Apply to J. D. OAKLY, Commission Agent, Featherston. [150, 468, 277, 545]
lot-count: 150 [695, 836, 712, 849]
sale-lot-row [694, 837, 821, 850]
lot-description: Good Crossbred Ewes [723, 750, 800, 761]
ad-equescurriculum: WOODCHAK'S ELECTRICIOUS AND GREAT LONDON EQUESCURRICULUM, will open in the following places:— Featherston: TUESDAY, March 17th. Greytown: WEDNESDAY, 18th. Carterton: THURSDAY, 19th. Masterton: FRIDAY & SATURDAY, March 20th and 21st. Woodville: MONDAY, March 23rd. Full particulars see future Advertisement and Bills. ALFRED WYBURD, 1923 Business Agent. [150, 780, 277, 951]
ad-bradford-notice: NOTICE. I HAVE removed to TEMPORARY PREMISES (by Mr. Bentley's Stables) where I will continue my business as usual. A. BRADFORD, 809 Gunsmith. [286, 1534, 413, 1621]
